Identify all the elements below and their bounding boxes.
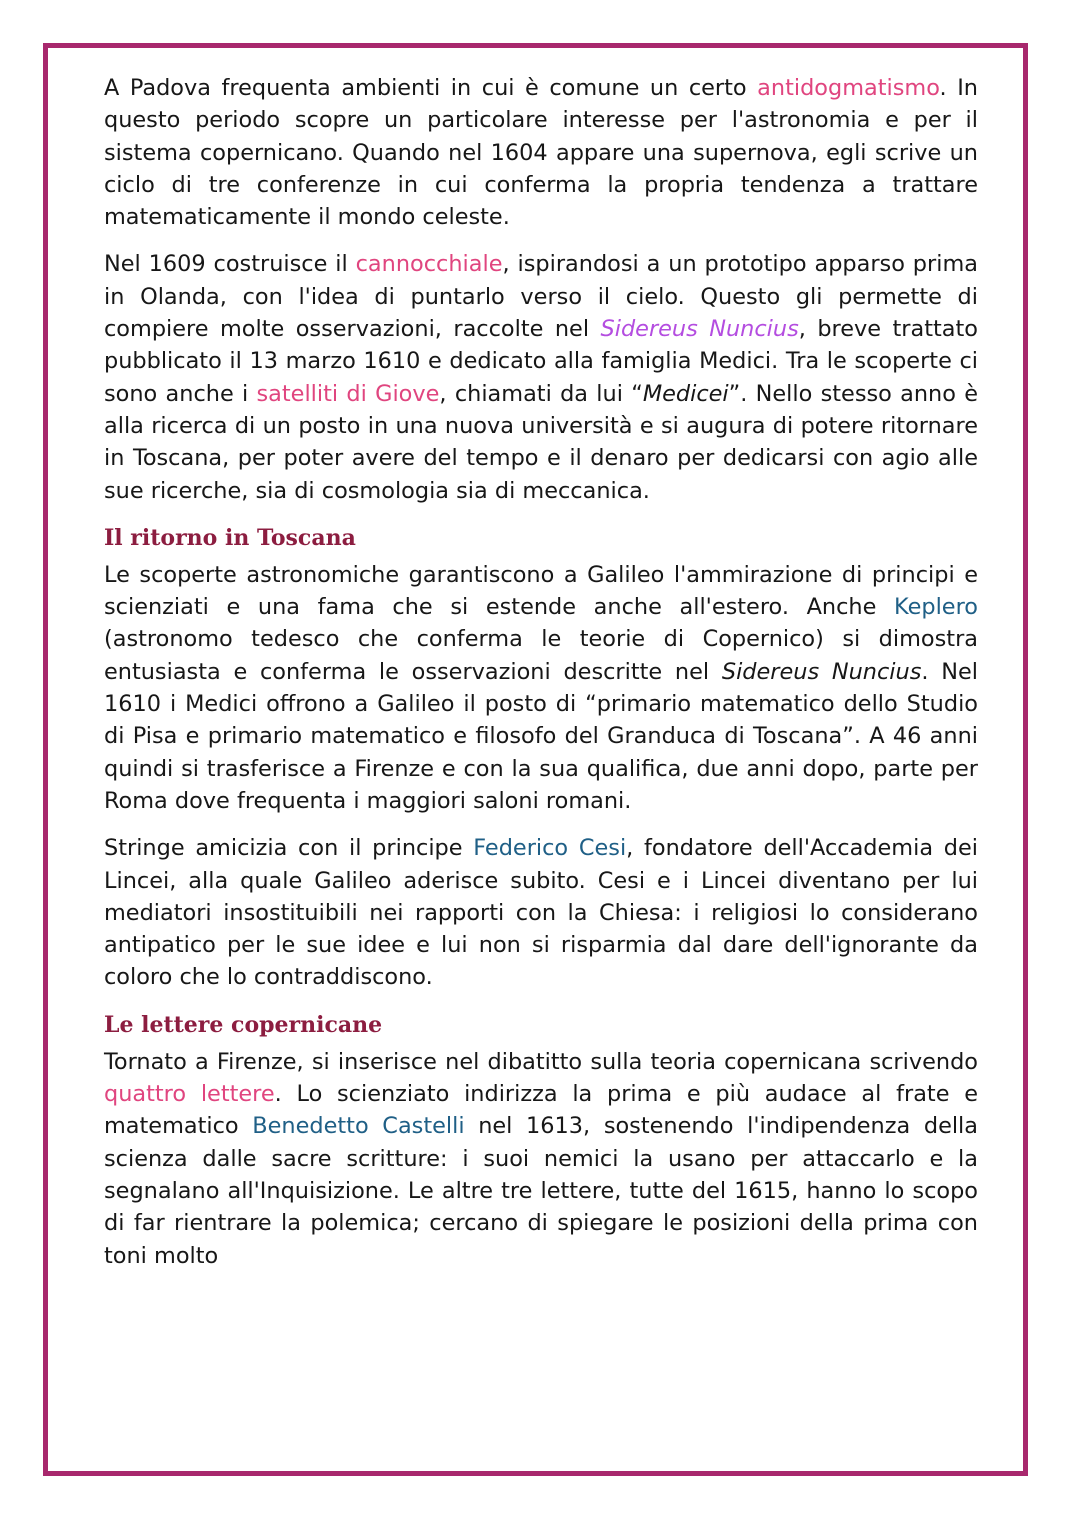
highlight-cannocchiale: cannocchiale [355,251,503,278]
highlight-keplero: Keplero [894,594,978,621]
highlight-sidereus-nuncius: Sidereus Nuncius [600,316,799,343]
highlight-federico-cesi: Federico Cesi [473,835,627,862]
highlight-benedetto-castelli: Benedetto Castelli [252,1113,465,1140]
paragraph-quattro-lettere: Tornato a Firenze, si inserisce nel dibatitto sulla teoria copernicana scrivendo quattro lettere. Lo scienziato indirizza la prima e più audace al frate e matematico Benedetto Castelli nel 1613, sostenendo l'indipendenza della scienza dalle sacre scritture: i suoi nemici la usano per attaccarlo e la segnalano all'Inquisizione. Le altre tre lettere, tutte del 1615, hanno lo scopo di far rientrare la polemica; cercano di spiegare le posizioni della prima con toni molto [104,1048,979,1269]
document-body [104,72,978,1272]
highlight-quattro-lettere: quattro lettere [104,1081,275,1108]
italic-medicei: Medicei [642,380,729,407]
section-heading-ritorno-toscana: Il ritorno in Toscana [104,524,356,551]
paragraph-cannocchiale: Nel 1609 costruisce il cannocchiale, ispirandosi a un prototipo apparso prima in Olanda, con l'idea di puntarlo verso il cielo. Questo gli permette di compiere molte osservazioni, raccolte nel Sidereus Nuncius, breve trattato pubblicato il 13 marzo 1610 e dedicato alla famiglia Medici. Tra le scoperte ci sono anche i satelliti di Giove, chiamati da lui “Medicei”. Nello stesso anno è alla ricerca di un posto in una nuova università e si augura di potere ritornare in Toscana, per poter avere del tempo e il denaro per dedicarsi con agio alle sue ricerche, sia di cosmologia sia di meccanica. [104,251,978,504]
paragraph-federico-cesi: Stringe amicizia con il principe Federico Cesi, fondatore dell'Accademia dei Lincei, alla quale Galileo aderisce subito. Cesi e i Lincei diventano per lui mediatori insostituibili nei rapporti con la Chiesa: i religiosi lo considerano antipatico per le sue idee e lui non si risparmia dal dare dell'ignorante da coloro che lo contraddiscono. [104,835,978,991]
highlight-antidogmatismo: antidogmatismo [757,75,940,101]
italic-sidereus-nuncius: Sidereus Nuncius [721,658,922,685]
section-heading-lettere-copernicane: Le lettere copernicane [104,1011,383,1038]
paragraph-scoperte-astronomiche: Le scoperte astronomiche garantiscono a Galileo l'ammirazione di principi e scienziati e una fama che si estende anche all'estero. Anche Keplero (astronomo tedesco che conferma le teorie di Copernico) si dimostra entusiasta e conferma le osservazioni descritte nel Sidereus Nuncius. Nel 1610 i Medici offrono a Galileo il posto di “primario matematico dello Studio di Pisa e primario matematico e filosofo del Granduca di Toscana”. A 46 anni quindi si trasferisce a Firenze e con la sua qualifica, due anni dopo, parte per Roma dove frequenta i maggiori saloni romani. [104,561,978,814]
paragraph-padova: A Padova frequenta ambienti in cui è comune un certo antidogmatismo. In questo periodo scopre un particolare interesse per l'astronomia e per il sistema copernicano. Quando nel 1604 appare una supernova, egli scrive un ciclo di tre conferenze in cui conferma la propria tendenza a trattare matematicamente il mondo celeste. [104,75,978,231]
highlight-satelliti-di-giove: satelliti di Giove [256,380,440,407]
